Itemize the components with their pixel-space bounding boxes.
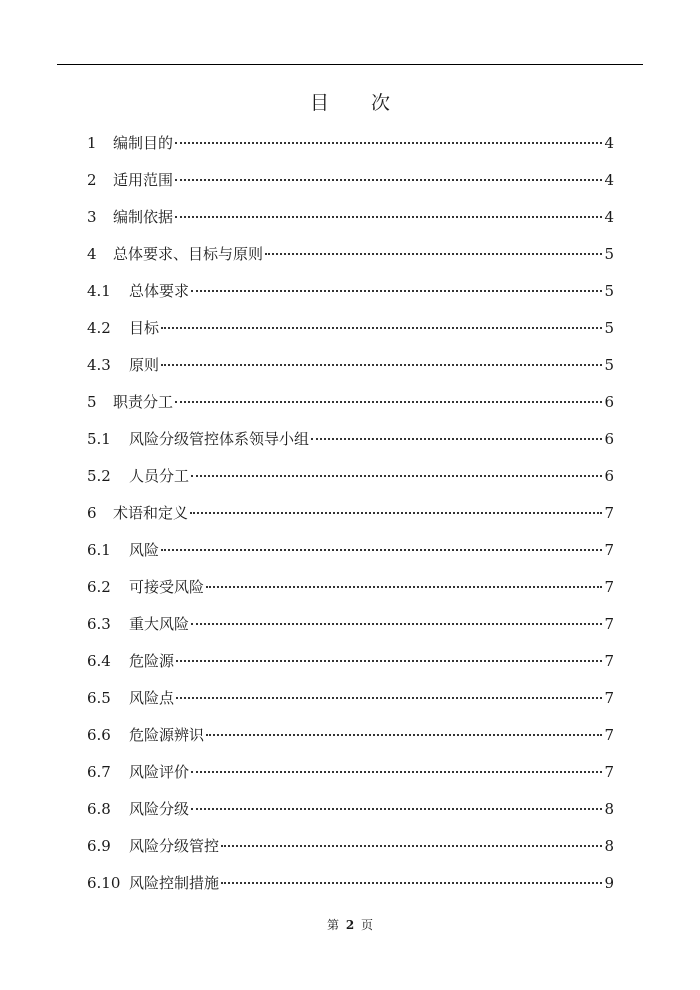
- toc-entry[interactable]: [87, 384, 614, 421]
- toc-dot-leader: [206, 586, 602, 588]
- toc-entry-title: 适用范围: [113, 171, 174, 189]
- toc-entry-page: 7: [604, 578, 614, 596]
- toc-entry[interactable]: [87, 606, 614, 643]
- toc-entry[interactable]: [87, 828, 614, 865]
- toc-entry-number: 6.10: [87, 874, 121, 892]
- toc-dot-leader: [175, 216, 602, 218]
- toc-dot-leader: [191, 475, 602, 477]
- toc-entry-title: 可接受风险: [129, 578, 205, 596]
- toc-entry[interactable]: [87, 569, 614, 606]
- toc-entry-number: 6: [87, 504, 97, 522]
- toc-entry[interactable]: [87, 791, 614, 828]
- toc-dot-leader: [191, 808, 602, 810]
- toc-entry[interactable]: [87, 310, 614, 347]
- toc-dot-leader: [221, 882, 602, 884]
- toc-entry[interactable]: [87, 680, 614, 717]
- toc-dot-leader: [175, 142, 602, 144]
- toc-dot-leader: [175, 179, 602, 181]
- toc-entry[interactable]: [87, 643, 614, 680]
- toc-entry[interactable]: [87, 865, 614, 902]
- toc-entry-page: 7: [604, 652, 614, 670]
- toc-entry-number: 3: [87, 208, 97, 226]
- toc-entry-title: 危险源: [129, 652, 175, 670]
- toc-entry-page: 5: [604, 282, 614, 300]
- toc-entry-title: 风险分级管控体系领导小组: [129, 430, 310, 448]
- toc-dot-leader: [221, 845, 602, 847]
- toc-entry-number: 4.3: [87, 356, 111, 374]
- toc-entry[interactable]: [87, 236, 614, 273]
- toc-entry-page: 6: [604, 467, 614, 485]
- toc-dot-leader: [176, 697, 602, 699]
- toc-entry-title: 编制依据: [113, 208, 174, 226]
- toc-entry-page: 7: [604, 504, 614, 522]
- header-rule: [57, 64, 643, 65]
- toc-entry[interactable]: [87, 421, 614, 458]
- toc-entry-number: 5: [87, 393, 97, 411]
- toc-dot-leader: [161, 364, 602, 366]
- toc-dot-leader: [191, 623, 602, 625]
- toc-entry-number: 4: [87, 245, 97, 263]
- toc-entry-title: 风险评价: [129, 763, 190, 781]
- footer-prefix: 第: [326, 918, 339, 932]
- toc-entry-number: 5.1: [87, 430, 111, 448]
- toc-dot-leader: [191, 290, 602, 292]
- toc-entry-number: 6.8: [87, 800, 111, 818]
- toc-entry-page: 5: [604, 319, 614, 337]
- footer-suffix: 页: [361, 918, 374, 932]
- toc-entry-title: 风险分级管控: [129, 837, 220, 855]
- toc-dot-leader: [311, 438, 602, 440]
- toc-entry-page: 5: [604, 245, 614, 263]
- page-title: 目 次: [309, 92, 409, 114]
- toc-entry-page: 4: [604, 171, 614, 189]
- toc-entry-number: 6.5: [87, 689, 111, 707]
- toc-entry-title: 术语和定义: [113, 504, 189, 522]
- toc-entry-page: 7: [604, 615, 614, 633]
- toc-entry-number: 6.6: [87, 726, 111, 744]
- toc-entry-title: 目标: [129, 319, 160, 337]
- toc-entry[interactable]: [87, 717, 614, 754]
- page-footer: [0, 915, 700, 935]
- toc-entry-title: 重大风险: [129, 615, 190, 633]
- toc-entry-number: 4.2: [87, 319, 111, 337]
- toc-entry-number: 6.4: [87, 652, 111, 670]
- toc-entry-title: 风险控制措施: [129, 874, 220, 892]
- toc-entry-page: 7: [604, 763, 614, 781]
- toc-entry-title: 编制目的: [113, 134, 174, 152]
- toc-entry-title: 危险源辨识: [129, 726, 205, 744]
- toc-entry-title: 职责分工: [113, 393, 174, 411]
- toc-entry-number: 6.2: [87, 578, 111, 596]
- toc-entry-page: 4: [604, 134, 614, 152]
- toc-entry-title: 风险: [129, 541, 160, 559]
- toc-entry-page: 8: [604, 837, 614, 855]
- toc-entry-page: 8: [604, 800, 614, 818]
- toc-entry[interactable]: [87, 532, 614, 569]
- toc-entry-title: 风险点: [129, 689, 175, 707]
- toc-entry-number: 5.2: [87, 467, 111, 485]
- toc-entry[interactable]: [87, 347, 614, 384]
- toc-dot-leader: [191, 771, 602, 773]
- toc-entry-number: 6.7: [87, 763, 111, 781]
- toc-entry-page: 4: [604, 208, 614, 226]
- toc-entry-page: 9: [604, 874, 614, 892]
- toc-entry-page: 7: [604, 726, 614, 744]
- toc-entry[interactable]: [87, 162, 614, 199]
- toc-entry[interactable]: [87, 273, 614, 310]
- toc-entry-title: 风险分级: [129, 800, 190, 818]
- toc-entry-page: 7: [604, 689, 614, 707]
- toc-dot-leader: [190, 512, 602, 514]
- toc-entry-page: 7: [604, 541, 614, 559]
- toc-dot-leader: [161, 549, 602, 551]
- toc-entry[interactable]: [87, 495, 614, 532]
- toc-dot-leader: [161, 327, 602, 329]
- toc-entry-number: 4.1: [87, 282, 111, 300]
- toc-entry-number: 6.1: [87, 541, 111, 559]
- toc-entry[interactable]: [87, 458, 614, 495]
- toc-entry-title: 总体要求、目标与原则: [113, 245, 264, 263]
- toc-entry-number: 1: [87, 134, 97, 152]
- footer-page-number: 2: [345, 918, 355, 932]
- toc-entry-number: 6.9: [87, 837, 111, 855]
- table-of-contents: [87, 125, 614, 902]
- toc-entry-title: 原则: [129, 356, 160, 374]
- toc-entry-page: 5: [604, 356, 614, 374]
- toc-entry[interactable]: [87, 754, 614, 791]
- toc-entry-number: 6.3: [87, 615, 111, 633]
- toc-dot-leader: [265, 253, 602, 255]
- toc-entry-number: 2: [87, 171, 97, 189]
- toc-entry-title: 总体要求: [129, 282, 190, 300]
- toc-dot-leader: [206, 734, 602, 736]
- toc-dot-leader: [175, 401, 602, 403]
- toc-entry-title: 人员分工: [129, 467, 190, 485]
- toc-entry[interactable]: [87, 125, 614, 162]
- toc-dot-leader: [176, 660, 602, 662]
- toc-entry[interactable]: [87, 199, 614, 236]
- toc-entry-page: 6: [604, 430, 614, 448]
- toc-entry-page: 6: [604, 393, 614, 411]
